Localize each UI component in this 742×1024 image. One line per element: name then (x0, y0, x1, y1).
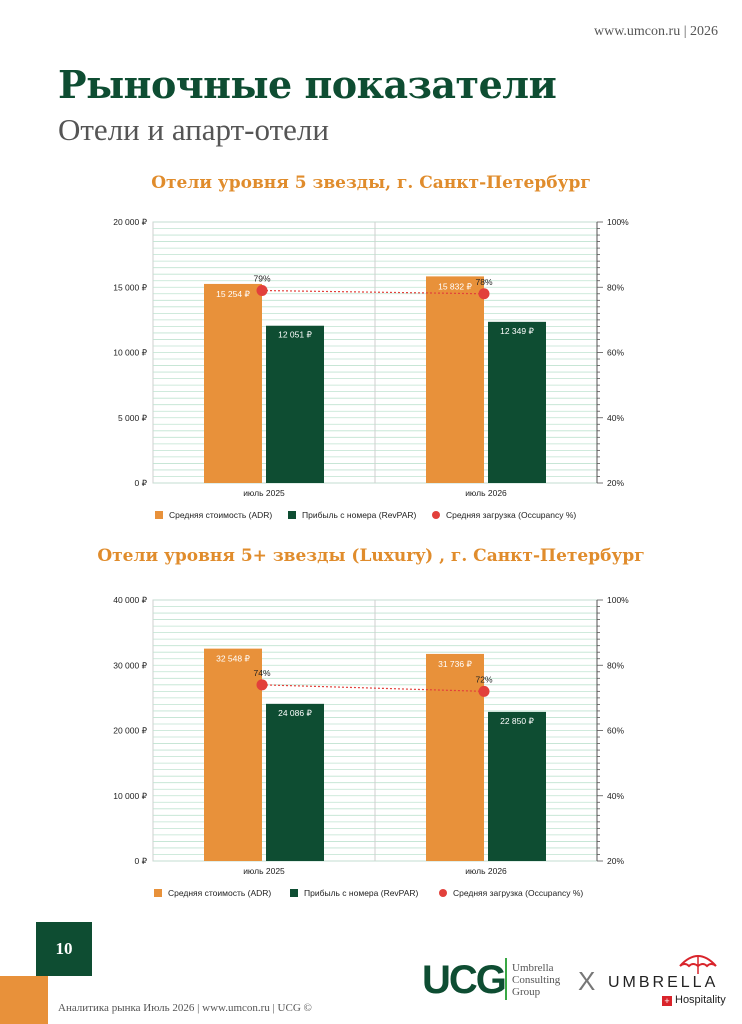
y-tick-label: 40 000 ₽ (113, 595, 147, 605)
ucg-name-line-3: Group (512, 986, 541, 998)
adr-bar (426, 654, 484, 861)
ucg-name-line-1: Umbrella (512, 962, 554, 974)
y-tick-label: 30 000 ₽ (113, 660, 147, 671)
ucg-logo-text: UCG (422, 958, 505, 1002)
footer-accent (0, 976, 48, 1024)
logo-divider (505, 958, 507, 1000)
y-tick-label: 5 000 ₽ (117, 412, 147, 423)
legend-swatch-occ (439, 889, 447, 897)
legend-swatch-revpar (290, 889, 298, 897)
legend-swatch-adr (154, 889, 162, 897)
hospitality-text: Hospitality (675, 994, 726, 1006)
adr-bar (204, 284, 262, 483)
hospitality-label (662, 994, 726, 1006)
occupancy-value-label: 72% (475, 674, 493, 685)
adr-value-label: 15 254 ₽ (216, 288, 250, 299)
adr-value-label: 32 548 ₽ (216, 653, 250, 664)
x-tick-label: июль 2025 (243, 488, 285, 498)
ucg-logo (422, 958, 505, 1003)
y2-tick-label: 60% (607, 347, 625, 358)
revpar-bar (266, 704, 324, 861)
y2-tick-label: 40% (607, 412, 625, 423)
revpar-value-label: 22 850 ₽ (500, 715, 534, 726)
adr-bar (204, 649, 262, 861)
x-tick-label: июль 2025 (243, 866, 285, 876)
chart-2 (0, 583, 742, 908)
y2-tick-label: 40% (607, 790, 625, 801)
legend-label-occ: Средняя загрузка (Occupancy %) (453, 888, 584, 898)
y-tick-label: 0 ₽ (134, 856, 147, 866)
occupancy-point (479, 288, 490, 299)
legend-swatch-adr (155, 511, 163, 519)
occupancy-point (479, 686, 490, 697)
legend-label-adr: Средняя стоимость (ADR) (168, 888, 272, 898)
y-tick-label: 0 ₽ (134, 478, 147, 488)
legend-label-revpar: Прибыль с номера (RevPAR) (304, 888, 419, 898)
revpar-value-label: 12 349 ₽ (500, 325, 534, 336)
footer-text: Аналитика рынка Июль 2026 | www.umcon.ru | UCG © (58, 1002, 312, 1014)
y2-tick-label: 20% (607, 856, 625, 866)
revpar-bar (488, 322, 546, 483)
occupancy-value-label: 74% (253, 667, 271, 678)
occupancy-point (257, 285, 268, 296)
legend-label-revpar: Прибыль с номера (RevPAR) (302, 510, 417, 520)
y-tick-label: 10 000 ₽ (113, 790, 147, 801)
umbrella-icon (678, 952, 718, 976)
revpar-value-label: 12 051 ₽ (278, 329, 312, 340)
y2-tick-label: 20% (607, 478, 625, 488)
y-tick-label: 20 000 ₽ (113, 725, 147, 736)
legend-label-adr: Средняя стоимость (ADR) (169, 510, 273, 520)
y-tick-label: 20 000 ₽ (113, 217, 147, 227)
header-url: www.umcon.ru | 2026 (594, 24, 718, 39)
y2-tick-label: 80% (607, 660, 625, 671)
adr-value-label: 31 736 ₽ (438, 658, 472, 669)
revpar-value-label: 24 086 ₽ (278, 707, 312, 718)
adr-value-label: 15 832 ₽ (438, 281, 472, 292)
page-subtitle: Отели и апарт-отели (58, 112, 329, 147)
chart-1-title: Отели уровня 5 звезды, г. Санкт-Петербург (151, 173, 591, 193)
y-tick-label: 10 000 ₽ (113, 347, 147, 358)
x-tick-label: июль 2026 (465, 866, 507, 876)
revpar-bar (488, 712, 546, 861)
y2-tick-label: 80% (607, 282, 625, 293)
y2-tick-label: 60% (607, 725, 625, 736)
page-title: Рыночные показатели (58, 62, 557, 107)
legend-swatch-revpar (288, 511, 296, 519)
occupancy-value-label: 79% (253, 273, 271, 284)
chart-1 (0, 205, 742, 530)
y-tick-label: 15 000 ₽ (113, 282, 147, 293)
adr-bar (426, 276, 484, 483)
revpar-bar (266, 326, 324, 483)
x-tick-label: июль 2026 (465, 488, 507, 498)
ucg-name (512, 962, 560, 998)
swiss-cross-icon: + (662, 996, 672, 1006)
y2-tick-label: 100% (607, 595, 629, 605)
occupancy-point (257, 679, 268, 690)
x-mark: X (578, 966, 596, 996)
chart-2-title: Отели уровня 5+ звезды (Luxury) , г. Санкт-Петербург (97, 546, 645, 566)
umbrella-wordmark: UMBRELLA (608, 974, 719, 991)
y2-tick-label: 100% (607, 217, 629, 227)
ucg-name-line-2: Consulting (512, 974, 561, 986)
legend-label-occ: Средняя загрузка (Occupancy %) (446, 510, 577, 520)
occupancy-value-label: 78% (475, 276, 493, 287)
page-number: 10 (36, 922, 92, 976)
legend-swatch-occ (432, 511, 440, 519)
